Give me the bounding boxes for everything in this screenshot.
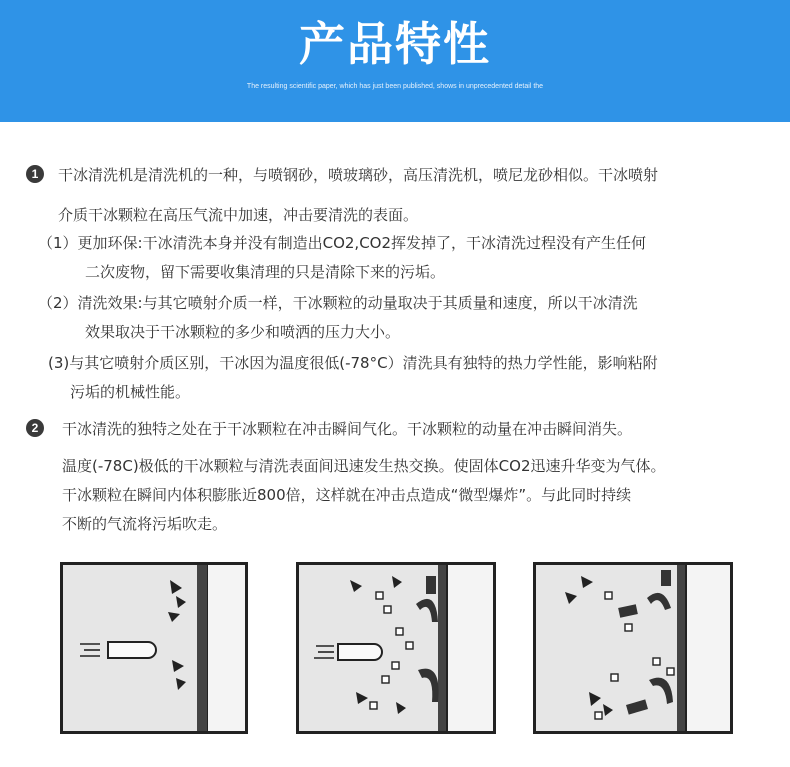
item1-line2: 二次废物，留下需要收集清理的只是清除下来的污垢。	[85, 263, 446, 281]
item3-line1: (3)与其它喷射介质区别，干冰因为温度很低(-78°C）清洗具有独特的热力学性能，影响粘附	[48, 354, 658, 372]
item2-line1: （2）清洗效果:与其它喷射介质一样，干冰颗粒的动量取决于其质量和速度，所以干冰清洗	[38, 294, 638, 312]
section2-line4: 不断的气流将污垢吹走。	[62, 515, 228, 533]
section2-line2: 温度(-78C)极低的干冰颗粒与清洗表面间迅速发生热交换。使固体CO2迅速升华变为气体。	[62, 457, 666, 475]
stage-3-diagram	[533, 562, 733, 734]
page-title: 产品特性	[299, 17, 491, 71]
section1-line1: 干冰清洗机是清洗机的一种，与喷钢砂，喷玻璃砂，高压清洗机，喷尼龙砂相似。干冰喷射	[58, 166, 659, 184]
number-badge-1: 1	[26, 165, 44, 183]
item1-line1: （1）更加环保:干冰清洗本身并没有制造出CO2,CO2挥发掉了，干冰清洗过程没有产生任何	[38, 234, 647, 252]
section2-line3: 干冰颗粒在瞬间内体积膨胀近800倍，这样就在冲击点造成“微型爆炸”。与此同时持续	[62, 486, 632, 504]
number-badge-2: 2	[26, 419, 44, 437]
figure-stage-2	[296, 562, 496, 734]
section2-line1: 干冰清洗的独特之处在于干冰颗粒在冲击瞬间气化。干冰颗粒的动量在冲击瞬间消失。	[62, 420, 633, 438]
item2-line2: 效果取决于干冰颗粒的多少和喷洒的压力大小。	[85, 323, 401, 341]
section1-line2: 介质干冰颗粒在高压气流中加速，冲击要清洗的表面。	[58, 206, 419, 224]
figure-stage-3	[533, 562, 733, 734]
stage-2-diagram	[296, 562, 496, 734]
item3-line2: 污垢的机械性能。	[70, 383, 191, 401]
page-subtitle: The resulting scientific paper, which has just been published, shows in unprecedented detail the	[246, 83, 544, 90]
figure-stage-1	[60, 562, 248, 734]
stage-1-diagram	[60, 562, 248, 734]
header-banner	[0, 0, 790, 122]
